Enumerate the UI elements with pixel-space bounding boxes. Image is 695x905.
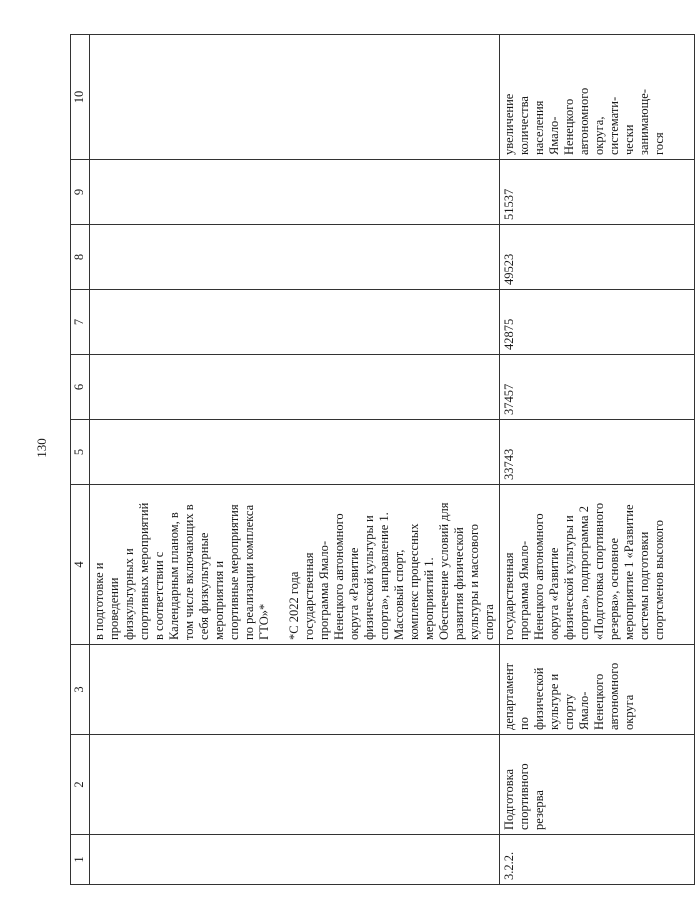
col-header-1: 1 [71, 835, 90, 885]
row1-value-6 [90, 355, 500, 420]
row2-value-9: 51537 [500, 160, 695, 225]
row2-program: государственная программа Ямало- Ненецкого автономного округа «Развитие физической культуры и спорта», подпрограмма 2 «Подготовка спортивного резерва», основное мероприятие 1 «Развитие системы подготовки спортсменов высокого [500, 485, 695, 645]
header-row [71, 35, 90, 885]
page-number: 130 [34, 438, 49, 458]
col-header-9: 9 [71, 160, 90, 225]
table-row [500, 35, 695, 885]
table-row [90, 35, 500, 885]
col-header-2: 2 [71, 735, 90, 835]
row2-result: увеличение количества населения Ямало- Ненецкого автономного округа, системати- чески занимающе- гося [500, 35, 695, 160]
col-header-8: 8 [71, 225, 90, 290]
row1-result [90, 35, 500, 160]
row1-responsible [90, 645, 500, 735]
col-header-5: 5 [71, 420, 90, 485]
program-table [70, 34, 695, 885]
row1-value-7 [90, 290, 500, 355]
col-header-3: 3 [71, 645, 90, 735]
row2-number: 3.2.2. [500, 835, 695, 885]
row2-value-5: 33743 [500, 420, 695, 485]
col-header-10: 10 [71, 35, 90, 160]
row2-value-7: 42875 [500, 290, 695, 355]
row1-value-8 [90, 225, 500, 290]
col-header-6: 6 [71, 355, 90, 420]
row1-value-9 [90, 160, 500, 225]
row2-name: Подготовка спортивного резерва [500, 735, 695, 835]
row2-value-8: 49523 [500, 225, 695, 290]
row1-name [90, 735, 500, 835]
rotated-page [70, 35, 666, 885]
row1-number [90, 835, 500, 885]
col-header-7: 7 [71, 290, 90, 355]
row1-value-5 [90, 420, 500, 485]
row1-program: в подготовке и проведении физкультурных и спортивных мероприятий в соответствии с Календарным планом, в том числе включающих в себя физкультурные мероприятия и спортивные мероприятия по реализации комплекса ГТО»* *С 2022 года государственная программа Ямало- Ненецкого автономного округа «Развитие физической культуры и спорта», направление 1. Массовый спорт, комплекс процессных мероприятий 1. Обеспечение условий для развития физической культуры и массового спорта [90, 485, 500, 645]
col-header-4: 4 [71, 485, 90, 645]
row2-responsible: департамент по физической культуре и спорту Ямало- Ненецкого автономного округа [500, 645, 695, 735]
row2-value-6: 37457 [500, 355, 695, 420]
